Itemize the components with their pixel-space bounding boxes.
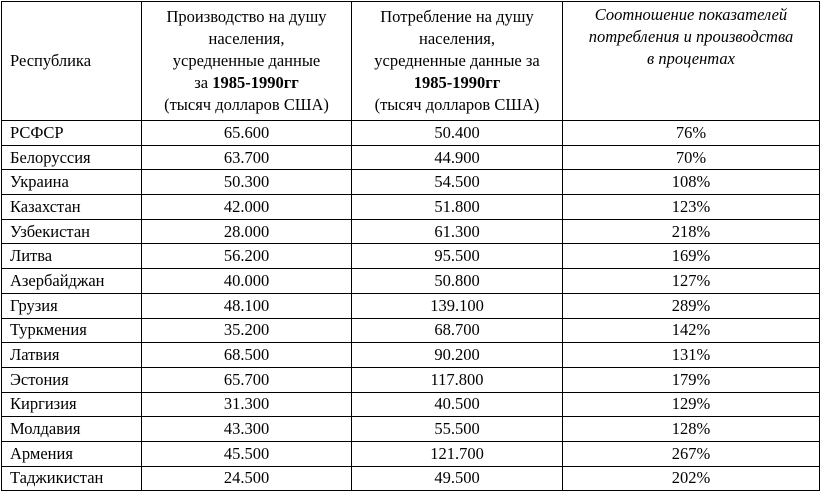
- table-row: [2, 343, 820, 368]
- header-row: [2, 2, 820, 121]
- consumption-cell: 90.200: [352, 343, 563, 368]
- header-production-prefix: за: [194, 73, 209, 92]
- production-cell: 40.000: [142, 269, 352, 294]
- table-body: [2, 121, 820, 491]
- ratio-cell: 142%: [563, 318, 820, 343]
- header-ratio: [563, 2, 820, 121]
- consumption-cell: 50.800: [352, 269, 563, 294]
- header-production-period: 1985-1990гг: [212, 73, 299, 92]
- header-production: [142, 2, 352, 121]
- republic-cell: Эстония: [2, 367, 142, 392]
- production-cell: 35.200: [142, 318, 352, 343]
- ratio-cell: 131%: [563, 343, 820, 368]
- ratio-cell: 202%: [563, 466, 820, 491]
- table-row: [2, 367, 820, 392]
- header-production-units: (тысяч долларов США): [164, 95, 329, 114]
- consumption-cell: 49.500: [352, 466, 563, 491]
- consumption-cell: 55.500: [352, 417, 563, 442]
- table-row: [2, 293, 820, 318]
- header-production-line2: населения,: [208, 29, 285, 48]
- table-row: [2, 466, 820, 491]
- production-cell: 42.000: [142, 195, 352, 220]
- production-cell: 28.000: [142, 219, 352, 244]
- table-row: [2, 219, 820, 244]
- consumption-cell: 44.900: [352, 145, 563, 170]
- republic-cell: Латвия: [2, 343, 142, 368]
- consumption-cell: 50.400: [352, 121, 563, 146]
- ratio-cell: 267%: [563, 441, 820, 466]
- table-row: [2, 121, 820, 146]
- republic-cell: Армения: [2, 441, 142, 466]
- table-row: [2, 269, 820, 294]
- production-cell: 63.700: [142, 145, 352, 170]
- ratio-cell: 123%: [563, 195, 820, 220]
- header-consumption-line2: населения,: [419, 29, 495, 48]
- ratio-cell: 127%: [563, 269, 820, 294]
- republic-cell: Киргизия: [2, 392, 142, 417]
- ratio-cell: 128%: [563, 417, 820, 442]
- consumption-cell: 117.800: [352, 367, 563, 392]
- republics-table: [1, 1, 820, 491]
- production-cell: 48.100: [142, 293, 352, 318]
- ratio-cell: 179%: [563, 367, 820, 392]
- production-cell: 56.200: [142, 244, 352, 269]
- header-consumption-line1: Потребление на душу: [380, 7, 534, 26]
- table-row: [2, 244, 820, 269]
- ratio-cell: 218%: [563, 219, 820, 244]
- header-production-line1: Производство на душу: [166, 7, 327, 26]
- consumption-cell: 54.500: [352, 170, 563, 195]
- table-row: [2, 145, 820, 170]
- consumption-cell: 61.300: [352, 219, 563, 244]
- production-cell: 50.300: [142, 170, 352, 195]
- production-cell: 68.500: [142, 343, 352, 368]
- production-cell: 65.600: [142, 121, 352, 146]
- table-row: [2, 441, 820, 466]
- production-cell: 45.500: [142, 441, 352, 466]
- production-cell: 43.300: [142, 417, 352, 442]
- republic-cell: Таджикистан: [2, 466, 142, 491]
- header-consumption-line3: усредненные данные за: [374, 51, 540, 70]
- table-row: [2, 392, 820, 417]
- table-row: [2, 195, 820, 220]
- republic-cell: Туркмения: [2, 318, 142, 343]
- ratio-cell: 129%: [563, 392, 820, 417]
- consumption-cell: 68.700: [352, 318, 563, 343]
- header-ratio-line2: потребления и производства: [588, 27, 794, 46]
- republic-cell: Казахстан: [2, 195, 142, 220]
- ratio-cell: 169%: [563, 244, 820, 269]
- consumption-cell: 40.500: [352, 392, 563, 417]
- republic-cell: Азербайджан: [2, 269, 142, 294]
- header-republic: Республика: [2, 2, 142, 121]
- ratio-cell: 70%: [563, 145, 820, 170]
- header-production-line3: усредненные данные: [172, 51, 321, 70]
- republic-cell: Украина: [2, 170, 142, 195]
- republic-cell: Узбекистан: [2, 219, 142, 244]
- production-cell: 24.500: [142, 466, 352, 491]
- consumption-cell: 139.100: [352, 293, 563, 318]
- consumption-cell: 121.700: [352, 441, 563, 466]
- ratio-cell: 76%: [563, 121, 820, 146]
- republic-cell: Белоруссия: [2, 145, 142, 170]
- consumption-cell: 51.800: [352, 195, 563, 220]
- production-cell: 65.700: [142, 367, 352, 392]
- header-consumption-period: 1985-1990гг: [413, 73, 501, 92]
- consumption-cell: 95.500: [352, 244, 563, 269]
- republic-cell: Молдавия: [2, 417, 142, 442]
- header-consumption: [352, 2, 563, 121]
- republic-cell: Грузия: [2, 293, 142, 318]
- table-row: [2, 318, 820, 343]
- republic-cell: Литва: [2, 244, 142, 269]
- ratio-cell: 289%: [563, 293, 820, 318]
- republic-cell: РСФСР: [2, 121, 142, 146]
- header-ratio-line3: в процентах: [647, 49, 735, 68]
- ratio-cell: 108%: [563, 170, 820, 195]
- production-cell: 31.300: [142, 392, 352, 417]
- table-row: [2, 417, 820, 442]
- header-consumption-units: (тысяч долларов США): [374, 95, 540, 114]
- table-row: [2, 170, 820, 195]
- header-ratio-line1: Соотношение показателей: [594, 5, 788, 24]
